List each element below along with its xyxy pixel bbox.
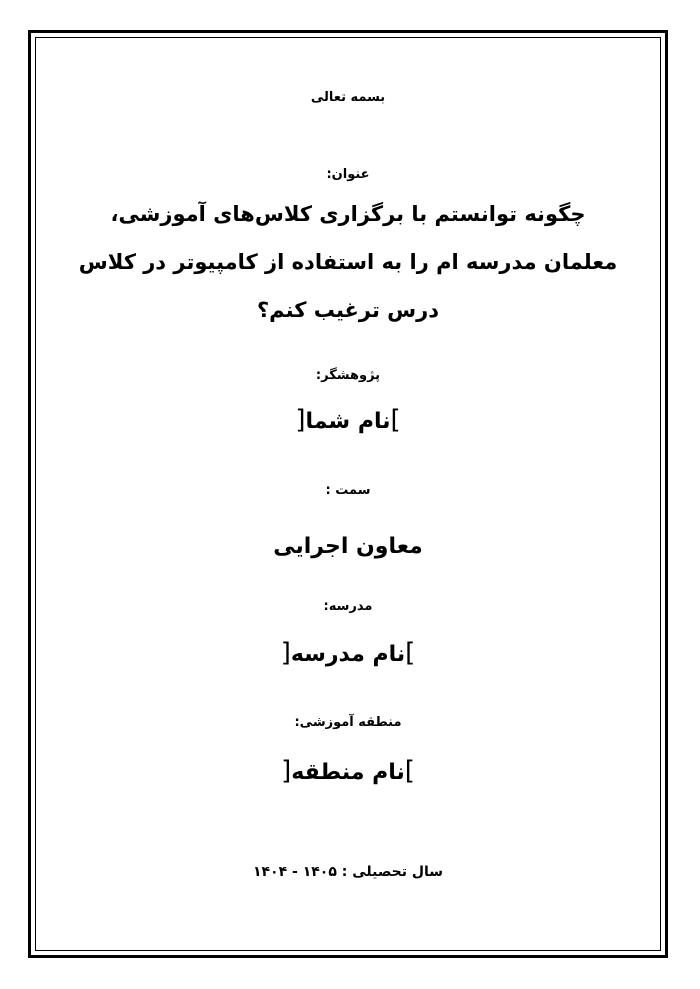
- bracket-close: [: [280, 638, 291, 668]
- region-value: نام منطقه: [291, 760, 405, 785]
- school-name: [36, 638, 660, 668]
- researcher-name: [36, 405, 660, 435]
- researcher-label: پژوهشگر:: [315, 368, 381, 383]
- title-line-1: چگونه توانستم با برگزاری کلاس‌های آموزشی،: [110, 202, 586, 226]
- school-value: نام مدرسه: [290, 642, 406, 667]
- cover-page: [36, 38, 660, 950]
- region-label: منطقه آموزشی:: [294, 715, 402, 730]
- title-line-3: درس ترغیب کنم؟: [257, 298, 439, 322]
- bismillah: بسمه تعالی: [310, 90, 386, 105]
- bracket-open: ]: [390, 405, 401, 435]
- academic-year: [36, 864, 660, 880]
- title-line-2: معلمان مدرسه ام را به استفاده از کامپیوتر در کلاس: [78, 250, 618, 274]
- bracket-open: ]: [404, 756, 415, 786]
- school-label: مدرسه:: [323, 599, 373, 614]
- bracket-open: ]: [405, 638, 416, 668]
- academic-year-label: سال تحصیلی :: [341, 864, 444, 880]
- academic-year-value: ۱۴۰۵ - ۱۴۰۴: [252, 864, 337, 880]
- position-value: معاون اجرایی: [273, 534, 423, 559]
- region-name: [36, 756, 660, 786]
- title-label: عنوان:: [326, 167, 370, 182]
- researcher-value: نام شما: [305, 409, 391, 434]
- bracket-close: [: [281, 756, 292, 786]
- bracket-close: [: [295, 405, 306, 435]
- position-label: سمت :: [325, 483, 371, 498]
